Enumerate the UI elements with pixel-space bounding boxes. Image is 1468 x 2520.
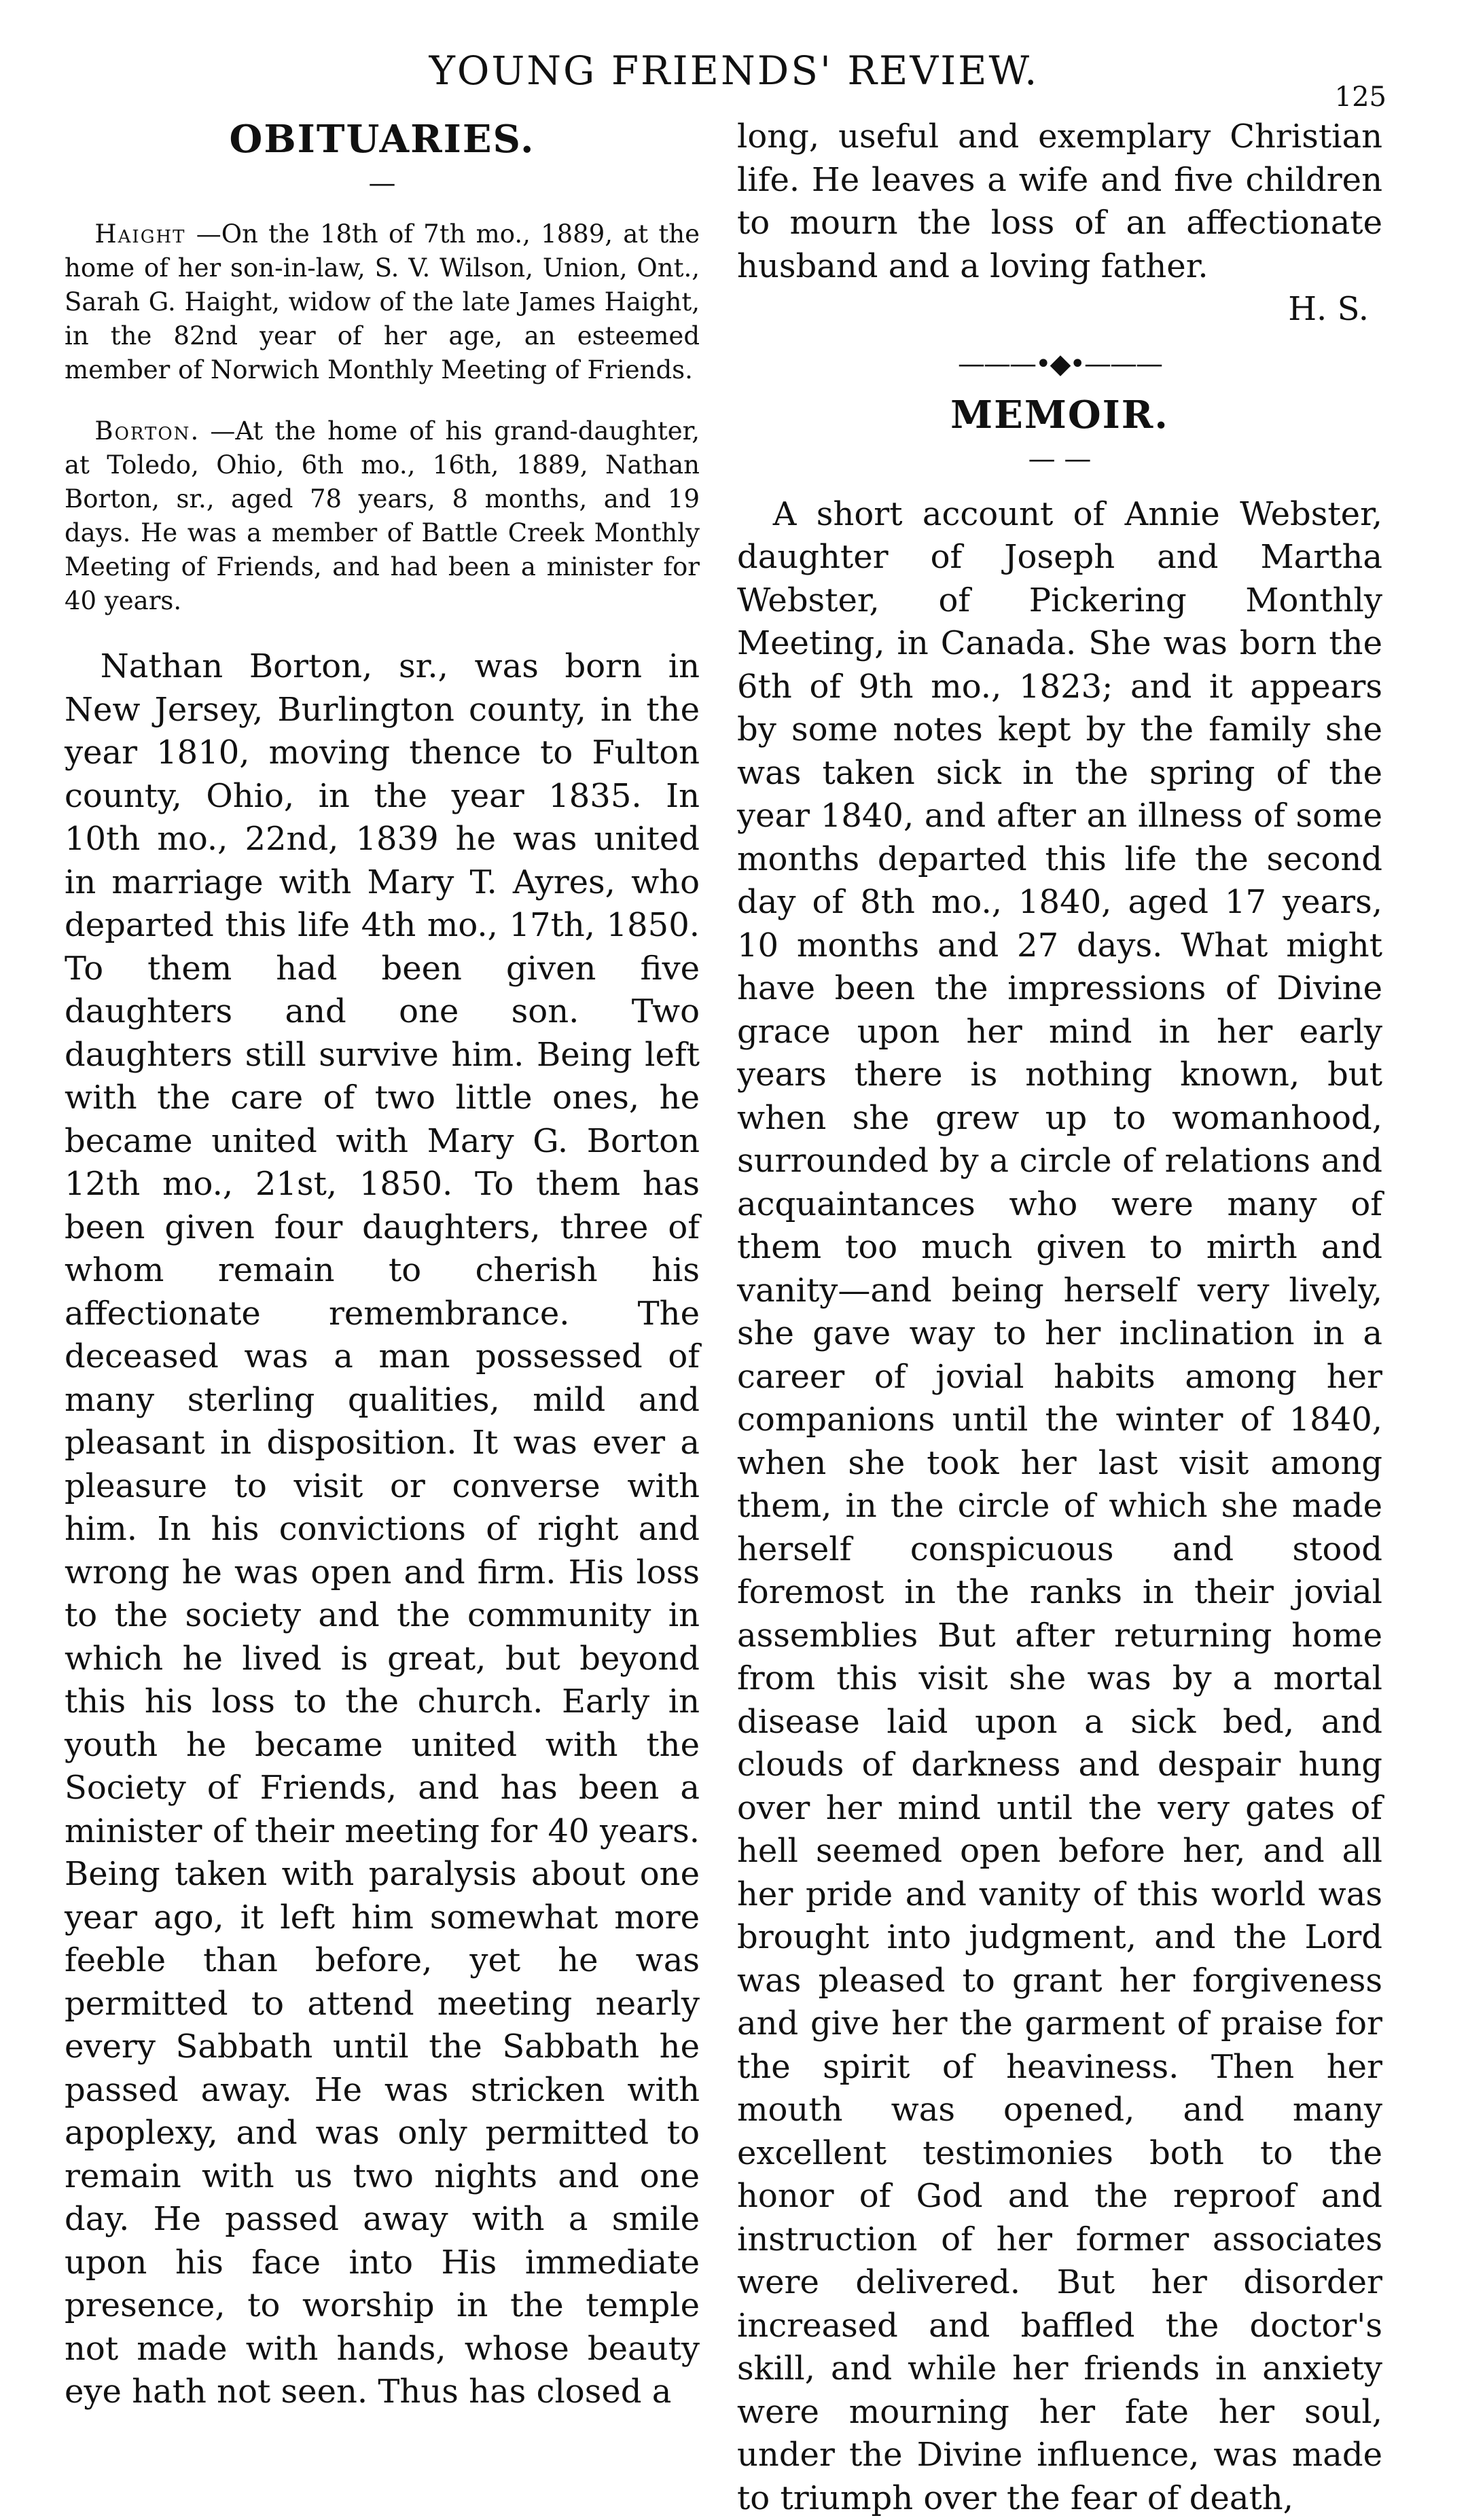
notice-text: . —At the home of his grand-daughter, at Toledo, Ohio, 6th mo., 16th, 1889, Nathan Borton, sr., aged 78 years, 8 months, and 19 days. He was a member of Battle Creek Monthly Meeting of Friends, and had been a minister for 40 years.	[65, 416, 700, 615]
page-header	[0, 41, 1468, 115]
obituary-notice-haight	[65, 217, 700, 387]
memoir-rule: — —	[737, 439, 1382, 480]
notice-name: Haight	[94, 219, 185, 249]
obituaries-heading: OBITUARIES.	[65, 115, 700, 163]
obituary-notice-borton	[65, 414, 700, 618]
page-number: 125	[1335, 82, 1386, 113]
notice-text: —On the 18th of 7th mo., 1889, at the home of her son-in-law, S. V. Wilson, Union, Ont., Sarah G. Haight, widow of the late James Haight, in the 82nd year of her age, an esteemed member of Norwich Monthly Meeting of Friends.	[65, 219, 700, 384]
section-ornament: ———•◆•———	[737, 344, 1382, 384]
biography-continuation: long, useful and exemplary Christian life. He leaves a wife and five children to mourn the loss of an affectionate husband and a loving father.	[737, 115, 1382, 288]
signature: H. S.	[737, 288, 1382, 331]
running-title: YOUNG FRIENDS' REVIEW.	[0, 48, 1468, 94]
left-column	[65, 115, 700, 2414]
memoir-heading: MEMOIR.	[737, 391, 1382, 439]
borton-biography: Nathan Borton, sr., was born in New Jersey, Burlington county, in the year 1810, moving thence to Fulton county, Ohio, in the year 1835. In 10th mo., 22nd, 1839 he was united in marriage with Mary T. Ayres, who departed this life 4th mo., 17th, 1850. To them had been given five daughters and one son. Two daughters still survive him. Being left with the care of two little ones, he became united with Mary G. Borton 12th mo., 21st, 1850. To them has been given four daughters, three of whom remain to cherish his affectionate remembrance. The deceased was a man possessed of many sterling qualities, mild and pleasant in disposition. It was ever a pleasure to visit or converse with him. In his convictions of right and wrong he was open and firm. His loss to the society and the community in which he lived is great, but beyond this his loss to the church. Early in youth he became united with the Society of Friends, and has been a minister of their meeting for 40 years. Being taken with paralysis about one year ago, it left him somewhat more feeble than before, yet he was permitted to attend meeting nearly every Sabbath until the Sabbath he passed away. He was stricken with apoplexy, and was only permitted to remain with us two nights and one day. He passed away with a smile upon his face into His immediate presence, to worship in the temple not made with hands, whose beauty eye hath not seen. Thus has closed a	[65, 645, 700, 2414]
right-column	[737, 115, 1382, 2520]
notice-name: Borton	[94, 416, 190, 446]
memoir-body: A short account of Annie Webster, daughter of Joseph and Martha Webster, of Pickering Monthly Meeting, in Canada. She was born the 6th of 9th mo., 1823; and it appears by some notes kept by the family she was taken sick in the spring of the year 1840, and after an illness of some months departed this life the second day of 8th mo., 1840, aged 17 years, 10 months and 27 days. What might have been the impressions of Divine grace upon her mind in her early years there is nothing known, but when she grew up to womanhood, surrounded by a circle of relations and acquaintances who were many of them too much given to mirth and vanity—and being herself very lively, she gave way to her inclination in a career of jovial habits among her companions until the winter of 1840, when she took her last visit among them, in the circle of which she made herself conspicuous and stood foremost in the ranks in their jovial assemblies But after returning home from this visit she was by a mortal disease laid upon a sick bed, and clouds of darkness and despair hung over her mind until the very gates of hell seemed open before her, and all her pride and vanity of this world was brought into judgment, and the Lord was pleased to grant her forgiveness and give her the garment of praise for the spirit of heaviness. Then her mouth was opened, and many excellent testimonies both to the honor of God and the reproof and instruction of her former associates were delivered. But her disorder increased and baffled the doctor's skill, and while her friends in anxiety were mourning her fate her soul, under the Divine influence, was made to triumph over the fear of death,	[737, 493, 1382, 2520]
heading-rule: —	[65, 163, 700, 204]
